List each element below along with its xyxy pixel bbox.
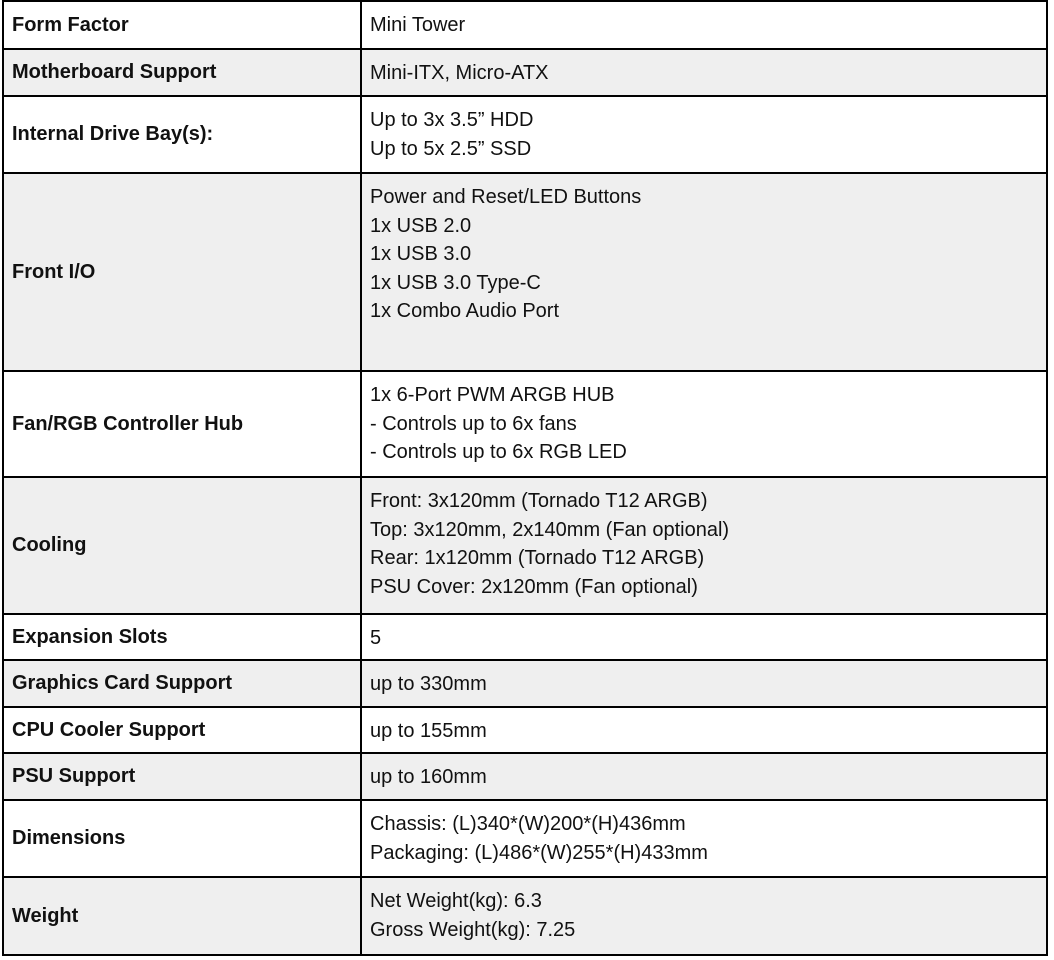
table-row bbox=[3, 800, 1047, 877]
table-row bbox=[3, 614, 1047, 660]
table-row bbox=[3, 660, 1047, 707]
spec-label-cpu-cooler-support: CPU Cooler Support bbox=[3, 707, 361, 753]
spec-value-internal-drive-bays bbox=[361, 96, 1047, 173]
spec-label-internal-drive-bays: Internal Drive Bay(s): bbox=[3, 96, 361, 173]
table-row bbox=[3, 96, 1047, 173]
table-row bbox=[3, 477, 1047, 614]
spec-label-graphics-card-support: Graphics Card Support bbox=[3, 660, 361, 707]
value-line: Power and Reset/LED Buttons bbox=[370, 186, 642, 208]
spec-label-fan-rgb-controller-hub: Fan/RGB Controller Hub bbox=[3, 371, 361, 477]
value-line: up to 330mm bbox=[370, 673, 487, 695]
value-line: 1x Combo Audio Port bbox=[370, 300, 559, 322]
spec-value-form-factor bbox=[361, 1, 1047, 49]
value-line: Front: 3x120mm (Tornado T12 ARGB) bbox=[370, 490, 708, 512]
spec-value-fan-rgb-controller-hub bbox=[361, 371, 1047, 477]
spec-label-weight: Weight bbox=[3, 877, 361, 955]
spec-value-front-io bbox=[361, 173, 1047, 371]
value-line: Top: 3x120mm, 2x140mm (Fan optional) bbox=[370, 518, 730, 541]
spec-label-psu-support: PSU Support bbox=[3, 753, 361, 800]
value-line: up to 155mm bbox=[370, 720, 487, 742]
value-line: 1x USB 3.0 bbox=[370, 243, 472, 265]
table-row bbox=[3, 49, 1047, 96]
value-line: Gross Weight(kg): 7.25 bbox=[370, 918, 576, 941]
value-line: - Controls up to 6x fans bbox=[370, 412, 577, 435]
value-line: 5 bbox=[370, 627, 382, 649]
table-row bbox=[3, 371, 1047, 477]
value-line: Up to 3x 3.5” HDD bbox=[370, 109, 534, 131]
value-line: - Controls up to 6x RGB LED bbox=[370, 441, 627, 463]
value-line: Net Weight(kg): 6.3 bbox=[370, 890, 542, 912]
value-line: Chassis: (L)340*(W)200*(H)436mm bbox=[370, 813, 686, 835]
spec-value-dimensions bbox=[361, 800, 1047, 877]
spec-label-form-factor: Form Factor bbox=[3, 1, 361, 49]
spec-label-cooling: Cooling bbox=[3, 477, 361, 614]
spec-value-weight bbox=[361, 877, 1047, 955]
spec-value-cooling bbox=[361, 477, 1047, 614]
spec-label-front-io: Front I/O bbox=[3, 173, 361, 371]
table-row bbox=[3, 707, 1047, 753]
spec-value-motherboard-support bbox=[361, 49, 1047, 96]
value-line: up to 160mm bbox=[370, 766, 487, 788]
value-line: 1x USB 3.0 Type-C bbox=[370, 271, 541, 294]
table-row bbox=[3, 173, 1047, 371]
value-line: Packaging: (L)486*(W)255*(H)433mm bbox=[370, 841, 708, 864]
value-line: 1x USB 2.0 bbox=[370, 214, 472, 237]
spec-label-dimensions: Dimensions bbox=[3, 800, 361, 877]
spec-value-cpu-cooler-support bbox=[361, 707, 1047, 753]
value-line: 1x 6-Port PWM ARGB HUB bbox=[370, 384, 615, 406]
spec-value-expansion-slots bbox=[361, 614, 1047, 660]
value-line: Mini Tower bbox=[370, 14, 466, 36]
spec-label-motherboard-support: Motherboard Support bbox=[3, 49, 361, 96]
table-row bbox=[3, 1, 1047, 49]
value-line: Mini-ITX, Micro-ATX bbox=[370, 62, 549, 84]
value-line: Rear: 1x120mm (Tornado T12 ARGB) bbox=[370, 547, 705, 569]
spec-value-graphics-card-support bbox=[361, 660, 1047, 707]
table-row bbox=[3, 753, 1047, 800]
value-line: Up to 5x 2.5” SSD bbox=[370, 137, 532, 160]
table-row bbox=[3, 877, 1047, 955]
specifications-table bbox=[2, 0, 1048, 956]
value-line: PSU Cover: 2x120mm (Fan optional) bbox=[370, 575, 698, 598]
spec-value-psu-support bbox=[361, 753, 1047, 800]
spec-label-expansion-slots: Expansion Slots bbox=[3, 614, 361, 660]
